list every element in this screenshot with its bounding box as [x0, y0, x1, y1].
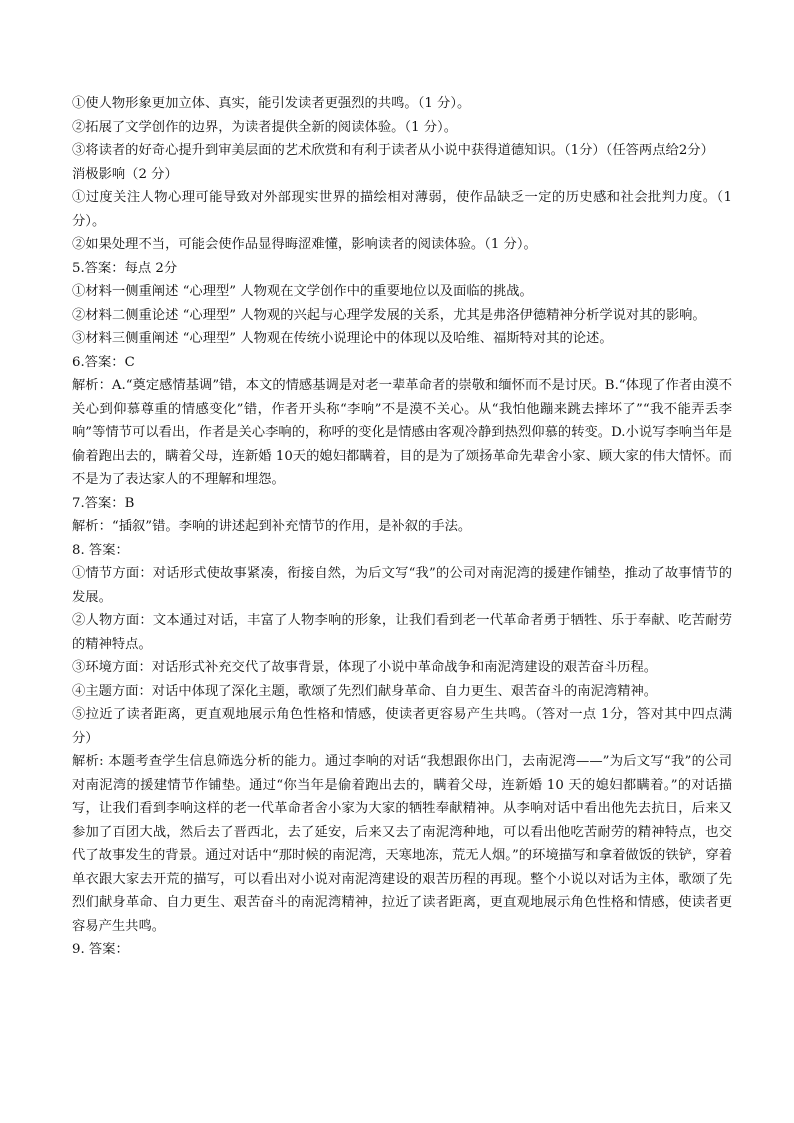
- analysis-paragraph: 解析：A.“奠定感情基调”错，本文的情感基调是对老一辈革命者的崇敬和缅怀而不是讨厌。B.“体现了作者由漠不关心到仰慕尊重的情感变化”错，作者开头称“李响”不是漠不关心。从“我怕他蹦来跳去摔坏了”“我不能弄丢李响”等情节可以看出，作者是关心李响的，称呼的变化是情感由客观冷静到热烈仰慕的转变。D.小说写李响当年是偷着跑出去的，瞒着父母，连新婚 10天的媳妇都瞒着，目的是为了颂扬革命先辈舍小家、顾大家的伟大情怀。而不是为了表达家人的不理解和埋怨。: [72, 378, 732, 487]
- answer-line: ②如果处理不当，可能会使作品显得晦涩难懂，影响读者的阅读体验。（1 分）。: [72, 237, 537, 252]
- answer-line: ②人物方面：文本通过对话，丰富了人物李响的形象，让我们看到老一代革命者勇于牺牲、乐于奉献、吃苦耐劳的精神特点。: [72, 613, 732, 652]
- answer-line: ①使人物形象更加立体、真实，能引发读者更强烈的共鸣。（1 分）。: [72, 96, 471, 111]
- answer-line: ③材料三侧重阐述 “心理型” 人物观在传统小说理论中的体现以及哈维、福斯特对其的论述。: [72, 331, 613, 346]
- answer-line: ②材料二侧重论述 “心理型” 人物观的兴起与心理学发展的关系，尤其是弗洛伊德精神分析学说对其的影响。: [72, 307, 706, 323]
- question-heading: 5.答案：每点 2分: [72, 260, 178, 276]
- section-heading: 消极影响（2 分）: [72, 166, 178, 182]
- answer-line: ④主题方面：对话中体现了深化主题，歌颂了先烈们献身革命、自力更生、艰苦奋斗的南泥湾精神。: [72, 683, 658, 699]
- answer-line: ①过度关注人物心理可能导致对外部现实世界的描绘相对薄弱，使作品缺乏一定的历史感和社会批判力度。（1 分）。: [72, 190, 732, 229]
- analysis-paragraph: 解析: 本题考查学生信息筛选分析的能力。通过李响的对话“我想跟你出门，去南泥湾——”为后文写“我”的公司对南泥湾的援建情节作铺垫。通过“你当年是偷着跑出去的，瞒着父母，连新婚 10 天的媳妇都瞒着。”的对话描写，让我们看到李响这样的老一代革命者舍小家为大家的牺牲奉献精神。从李响对话中看出他先去抗日，后来又参加了百团大战，然后去了晋西北，去了延安，后来又去了南泥湾种地，可以看出他吃苦耐劳的精神特点，也交代了故事发生的背景。通过对话中“那时候的南泥湾，天寒地冻，荒无人烟。”的环境描写和拿着做饭的铁铲，穿着单衣跟大家去开荒的描写，可以看出对小说对南泥湾建设的艰苦历程的再现。整个小说以对话为主体，歌颂了先烈们献身革命、自力更生、艰苦奋斗的南泥湾精神，拉近了读者距离，更直观地展示角色性格和情感，使读者更容易产生共鸣。: [72, 754, 732, 934]
- answer-line: ⑤拉近了读者距离，更直观地展示角色性格和情感，使读者更容易产生共鸣。（答对一点 1分，答对其中四点满分）: [72, 707, 732, 746]
- question-heading: 7.答案：B: [72, 495, 135, 511]
- answer-line: ①材料一侧重阐述 “心理型” 人物观在文学创作中的重要地位以及面临的挑战。: [72, 284, 533, 299]
- question-heading: 6.答案：C: [72, 354, 135, 370]
- document-page: [72, 92, 732, 962]
- answer-line: ③环境方面：对话形式补充交代了故事背景，体现了小说中革命战争和南泥湾建设的艰苦奋斗历程。: [72, 660, 658, 675]
- question-heading: 8. 答案：: [72, 542, 129, 558]
- answer-line: ③将读者的好奇心提升到审美层面的艺术欣赏和有利于读者从小说中获得道德知识。（1分）（任答两点给2分）: [72, 143, 714, 158]
- analysis-paragraph: 解析：“插叙”错。李响的讲述起到补充情节的作用，是补叙的手法。: [72, 519, 472, 534]
- question-heading: 9. 答案：: [72, 942, 129, 957]
- answer-line: ②拓展了文学创作的边界，为读者提供全新的阅读体验。（1 分）。: [72, 119, 457, 135]
- answer-line: ①情节方面：对话形式使故事紧凑，衔接自然，为后文写“我”的公司对南泥湾的援建作铺垫，推动了故事情节的发展。: [72, 566, 732, 605]
